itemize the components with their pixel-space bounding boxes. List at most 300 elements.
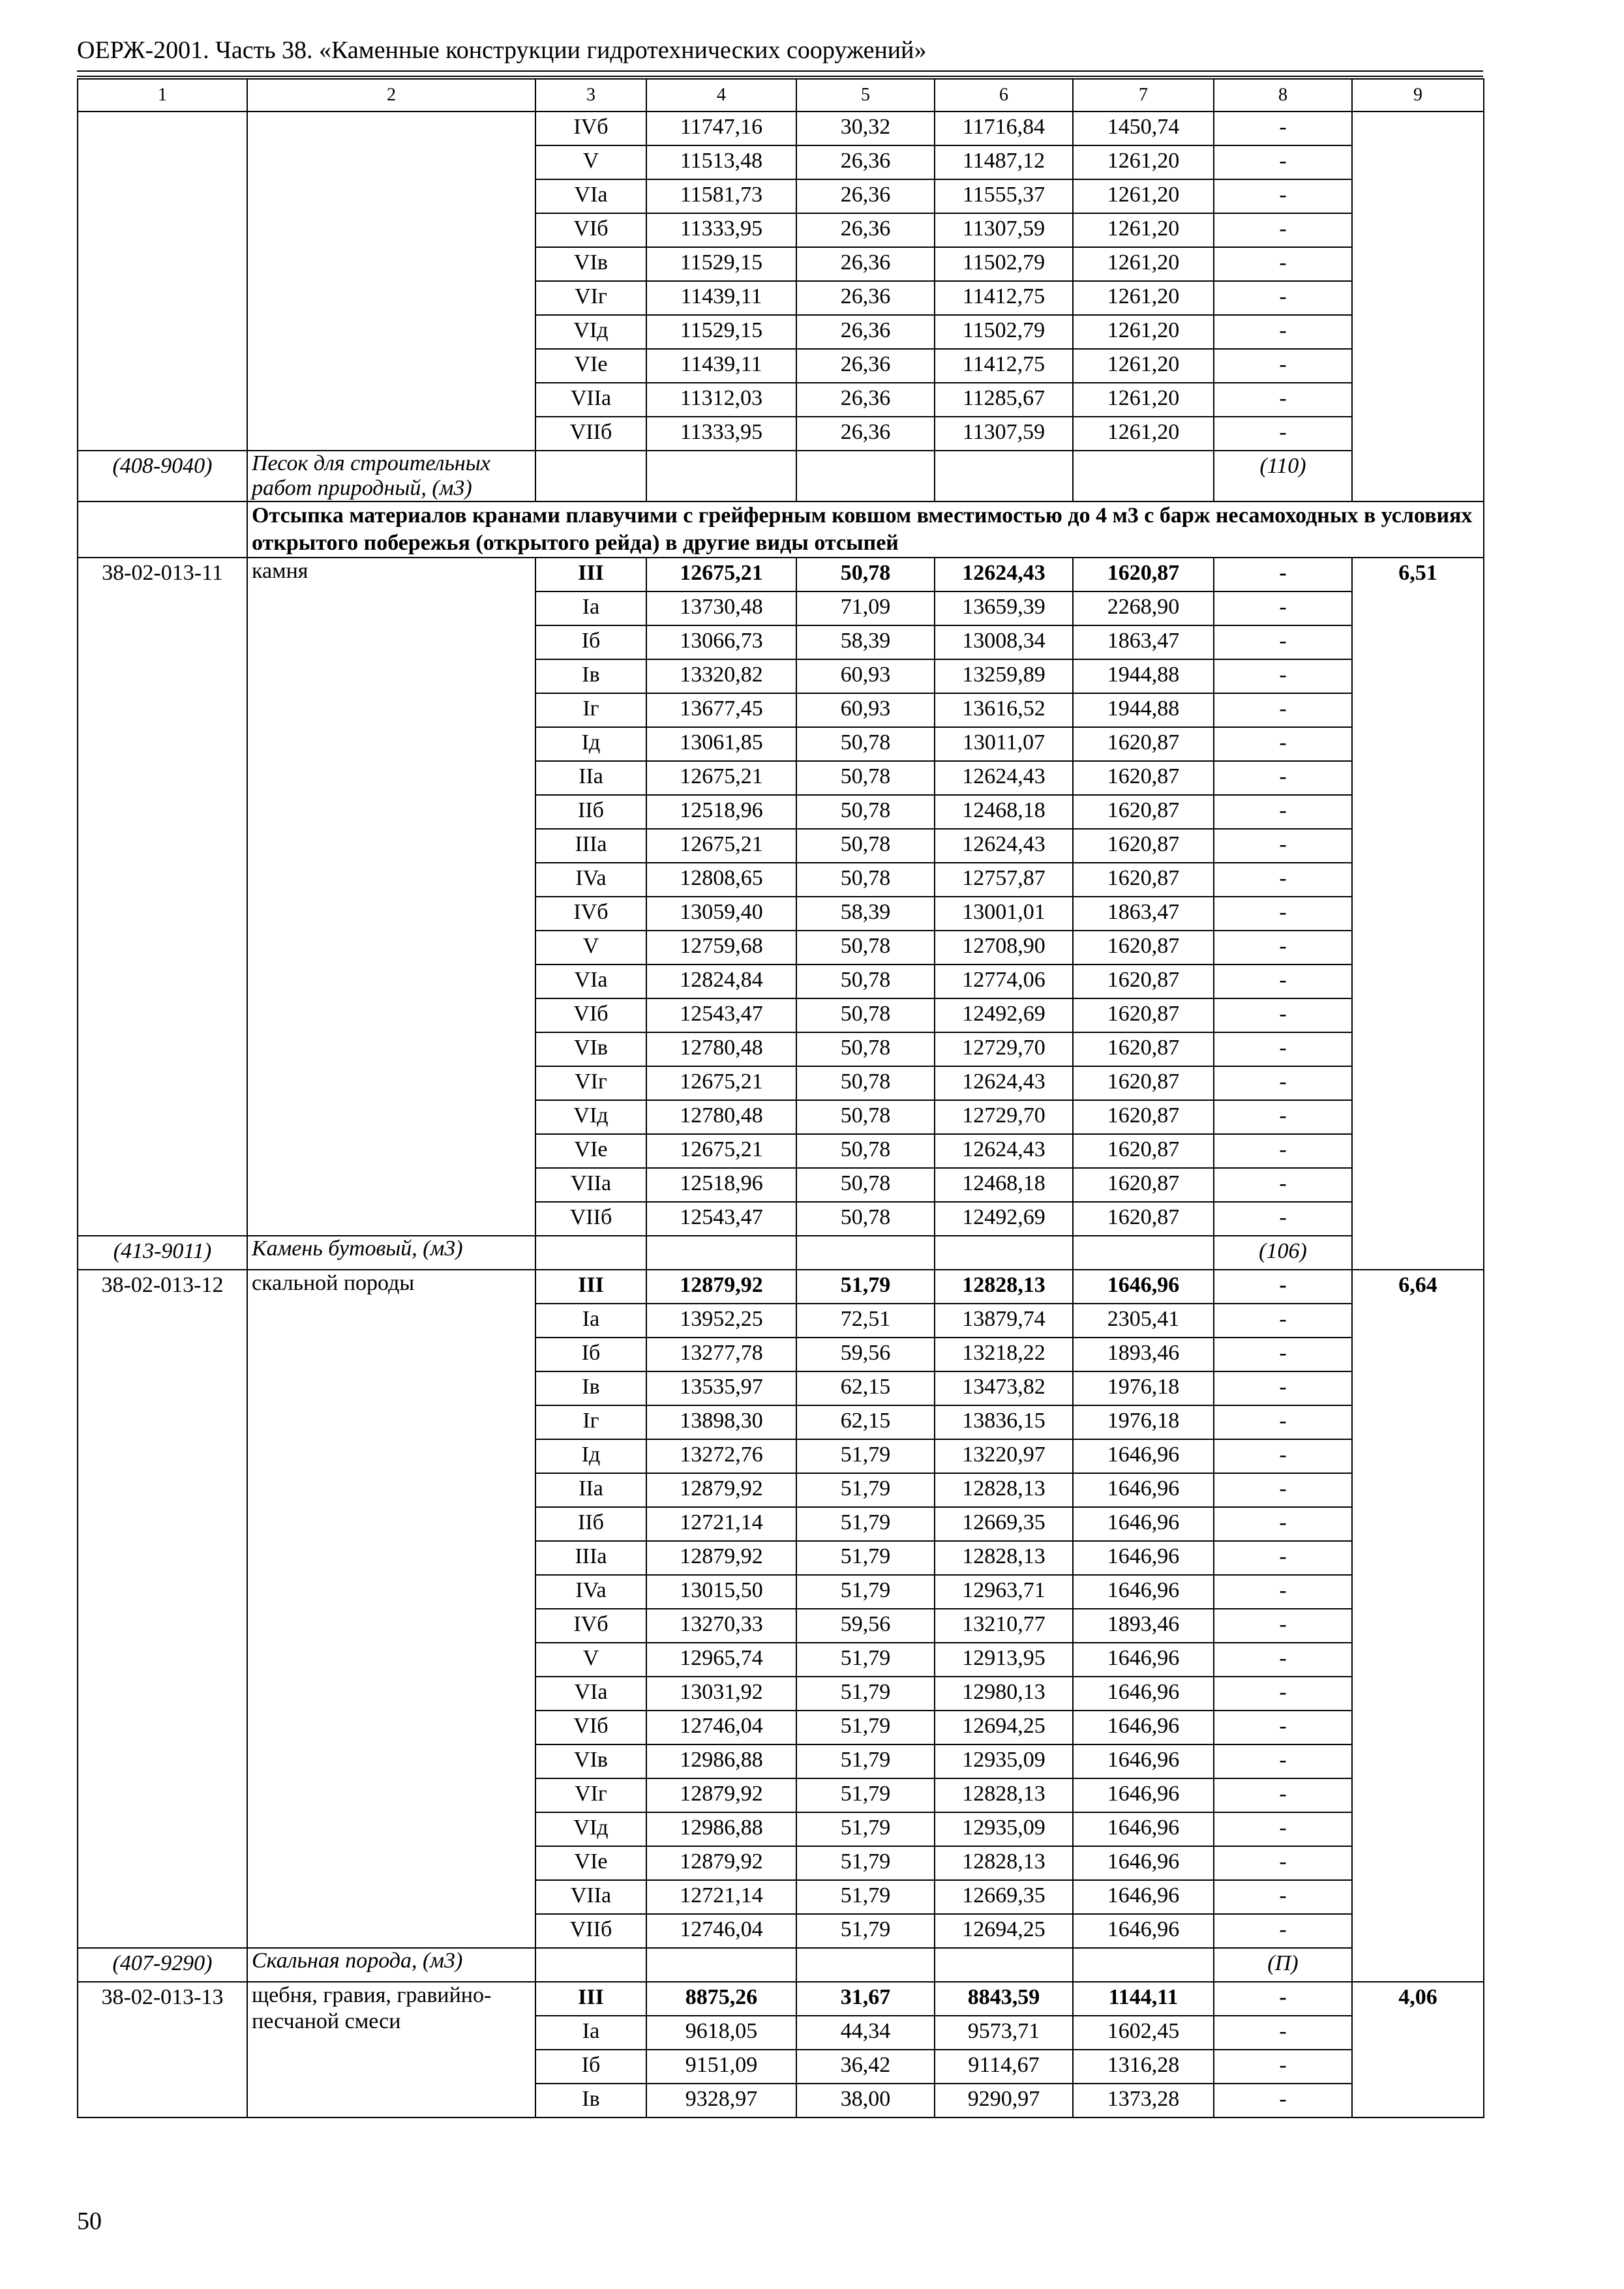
total-cost-cell: 12808,65: [646, 863, 796, 897]
wages-cell: 50,78: [796, 1202, 935, 1236]
total-cost-cell: 12879,92: [646, 1846, 796, 1880]
operator-wages-cell: 1261,20: [1073, 383, 1214, 417]
wages-cell: 50,78: [796, 998, 935, 1032]
resource-row: [78, 1236, 1484, 1270]
materials-cell: -: [1214, 383, 1352, 417]
wages-cell: 26,36: [796, 417, 935, 451]
zone-cell: IVб: [535, 112, 646, 145]
table-row: [78, 112, 1484, 145]
resource-name: Песок для строительных работ природный, (м3): [247, 451, 535, 501]
machine-cost-cell: 12729,70: [935, 1100, 1073, 1134]
zone-cell: VIa: [535, 1677, 646, 1711]
total-cost-cell: 12780,48: [646, 1100, 796, 1134]
wages-cell: 50,78: [796, 965, 935, 998]
materials-cell: -: [1214, 1643, 1352, 1677]
materials-cell: -: [1214, 2084, 1352, 2117]
machine-cost-cell: 12935,09: [935, 1812, 1073, 1846]
total-cost-cell: 11529,15: [646, 247, 796, 281]
machine-cost-cell: 12624,43: [935, 558, 1073, 591]
materials-cell: -: [1214, 1439, 1352, 1473]
operator-wages-cell: 1620,87: [1073, 727, 1214, 761]
materials-cell: -: [1214, 1880, 1352, 1914]
materials-cell: -: [1214, 761, 1352, 795]
empty-cell: [1073, 1948, 1214, 1982]
column-number: 5: [796, 79, 935, 112]
zone-cell: Iд: [535, 727, 646, 761]
operator-wages-cell: 1620,87: [1073, 998, 1214, 1032]
zone-cell: VIб: [535, 1711, 646, 1744]
operator-wages-cell: 1976,18: [1073, 1371, 1214, 1405]
total-cost-cell: 12675,21: [646, 1134, 796, 1168]
operator-wages-cell: 1620,87: [1073, 761, 1214, 795]
machine-cost-cell: 13836,15: [935, 1405, 1073, 1439]
machine-cost-cell: 9573,71: [935, 2016, 1073, 2050]
materials-cell: -: [1214, 1744, 1352, 1778]
wages-cell: 50,78: [796, 761, 935, 795]
operator-wages-cell: 1646,96: [1073, 1270, 1214, 1304]
wages-cell: 26,36: [796, 315, 935, 349]
machine-cost-cell: 12624,43: [935, 829, 1073, 863]
operator-wages-cell: 1893,46: [1073, 1609, 1214, 1643]
wages-cell: 50,78: [796, 931, 935, 965]
wages-cell: 51,79: [796, 1778, 935, 1812]
wages-cell: 50,78: [796, 1134, 935, 1168]
total-cost-cell: 12879,92: [646, 1270, 796, 1304]
machine-cost-cell: 13616,52: [935, 693, 1073, 727]
wages-cell: 51,79: [796, 1643, 935, 1677]
materials-cell: -: [1214, 931, 1352, 965]
total-cost-cell: 12543,47: [646, 1202, 796, 1236]
materials-cell: -: [1214, 829, 1352, 863]
materials-cell: -: [1214, 998, 1352, 1032]
zone-cell: Iб: [535, 1338, 646, 1371]
operator-wages-cell: 1646,96: [1073, 1473, 1214, 1507]
machine-cost-cell: 13008,34: [935, 625, 1073, 659]
total-cost-cell: 13031,92: [646, 1677, 796, 1711]
zone-cell: IIIa: [535, 1541, 646, 1575]
work-code: 38-02-013-11: [78, 558, 247, 1236]
total-cost-cell: 12675,21: [646, 829, 796, 863]
machine-cost-cell: 13659,39: [935, 591, 1073, 625]
operator-wages-cell: 1602,45: [1073, 2016, 1214, 2050]
materials-cell: -: [1214, 1507, 1352, 1541]
wages-cell: 62,15: [796, 1405, 935, 1439]
wages-cell: 50,78: [796, 558, 935, 591]
total-cost-cell: 12518,96: [646, 1168, 796, 1202]
operator-wages-cell: 1261,20: [1073, 213, 1214, 247]
resource-code: (413-9011): [78, 1236, 247, 1270]
wages-cell: 50,78: [796, 863, 935, 897]
empty-cell: [1073, 1236, 1214, 1270]
total-cost-cell: 11747,16: [646, 112, 796, 145]
wages-cell: 58,39: [796, 625, 935, 659]
materials-cell: -: [1214, 659, 1352, 693]
resource-code: (408-9040): [78, 451, 247, 501]
zone-cell: Ia: [535, 591, 646, 625]
materials-cell: -: [1214, 1846, 1352, 1880]
materials-cell: -: [1214, 1677, 1352, 1711]
total-cost-cell: 13677,45: [646, 693, 796, 727]
wages-cell: 60,93: [796, 659, 935, 693]
zone-cell: IIб: [535, 1507, 646, 1541]
total-cost-cell: 13535,97: [646, 1371, 796, 1405]
machine-cost-cell: 11502,79: [935, 315, 1073, 349]
table-body: [78, 112, 1484, 2117]
machine-cost-cell: 12669,35: [935, 1507, 1073, 1541]
price-table: [77, 78, 1484, 2118]
materials-cell: -: [1214, 1202, 1352, 1236]
labor-cost-cell: [1352, 112, 1484, 501]
operator-wages-cell: 1620,87: [1073, 1100, 1214, 1134]
operator-wages-cell: 1261,20: [1073, 417, 1214, 451]
machine-cost-cell: 12828,13: [935, 1541, 1073, 1575]
operator-wages-cell: 1316,28: [1073, 2050, 1214, 2084]
total-cost-cell: 12746,04: [646, 1711, 796, 1744]
total-cost-cell: 11513,48: [646, 145, 796, 179]
zone-cell: IIa: [535, 1473, 646, 1507]
wages-cell: 26,36: [796, 179, 935, 213]
materials-cell: -: [1214, 112, 1352, 145]
operator-wages-cell: 1893,46: [1073, 1338, 1214, 1371]
zone-cell: VIa: [535, 179, 646, 213]
machine-cost-cell: 11502,79: [935, 247, 1073, 281]
wages-cell: 31,67: [796, 1982, 935, 2016]
resource-quantity: (110): [1214, 451, 1352, 501]
column-number: 4: [646, 79, 796, 112]
wages-cell: 51,79: [796, 1507, 935, 1541]
operator-wages-cell: 1261,20: [1073, 145, 1214, 179]
work-name: [247, 112, 535, 451]
wages-cell: 51,79: [796, 1541, 935, 1575]
operator-wages-cell: 1620,87: [1073, 1134, 1214, 1168]
zone-cell: VIд: [535, 1812, 646, 1846]
wages-cell: 44,34: [796, 2016, 935, 2050]
operator-wages-cell: 1261,20: [1073, 315, 1214, 349]
total-cost-cell: 13898,30: [646, 1405, 796, 1439]
materials-cell: -: [1214, 795, 1352, 829]
materials-cell: -: [1214, 1338, 1352, 1371]
materials-cell: -: [1214, 1812, 1352, 1846]
zone-cell: VIв: [535, 247, 646, 281]
materials-cell: -: [1214, 591, 1352, 625]
zone-cell: III: [535, 1982, 646, 2016]
materials-cell: -: [1214, 1473, 1352, 1507]
materials-cell: -: [1214, 417, 1352, 451]
machine-cost-cell: 12774,06: [935, 965, 1073, 998]
total-cost-cell: 13270,33: [646, 1609, 796, 1643]
total-cost-cell: 12879,92: [646, 1778, 796, 1812]
zone-cell: Iг: [535, 1405, 646, 1439]
wages-cell: 50,78: [796, 1066, 935, 1100]
operator-wages-cell: 1373,28: [1073, 2084, 1214, 2117]
materials-cell: -: [1214, 1982, 1352, 2016]
wages-cell: 50,78: [796, 795, 935, 829]
zone-cell: IVa: [535, 1575, 646, 1609]
total-cost-cell: 12721,14: [646, 1880, 796, 1914]
total-cost-cell: 12746,04: [646, 1914, 796, 1948]
work-name: камня: [247, 558, 535, 1236]
total-cost-cell: 12675,21: [646, 761, 796, 795]
operator-wages-cell: 1620,87: [1073, 863, 1214, 897]
work-name: скальной породы: [247, 1270, 535, 1948]
total-cost-cell: 11439,11: [646, 281, 796, 315]
operator-wages-cell: 1646,96: [1073, 1507, 1214, 1541]
operator-wages-cell: 1620,87: [1073, 1168, 1214, 1202]
empty-cell: [796, 1236, 935, 1270]
operator-wages-cell: 1620,87: [1073, 795, 1214, 829]
wages-cell: 26,36: [796, 383, 935, 417]
machine-cost-cell: 13210,77: [935, 1609, 1073, 1643]
total-cost-cell: 12518,96: [646, 795, 796, 829]
operator-wages-cell: 1646,96: [1073, 1778, 1214, 1812]
materials-cell: -: [1214, 558, 1352, 591]
resource-name: Скальная порода, (м3): [247, 1948, 535, 1982]
column-number-row: [78, 79, 1484, 112]
resource-row: [78, 451, 1484, 501]
materials-cell: -: [1214, 1304, 1352, 1338]
machine-cost-cell: 12468,18: [935, 795, 1073, 829]
column-number: 1: [78, 79, 247, 112]
wages-cell: 59,56: [796, 1609, 935, 1643]
zone-cell: VIг: [535, 281, 646, 315]
resource-code: (407-9290): [78, 1948, 247, 1982]
materials-cell: -: [1214, 1371, 1352, 1405]
materials-cell: -: [1214, 693, 1352, 727]
zone-cell: VIг: [535, 1066, 646, 1100]
zone-cell: VIб: [535, 213, 646, 247]
total-cost-cell: 13272,76: [646, 1439, 796, 1473]
wages-cell: 51,79: [796, 1744, 935, 1778]
machine-cost-cell: 13259,89: [935, 659, 1073, 693]
wages-cell: 50,78: [796, 1168, 935, 1202]
operator-wages-cell: 1646,96: [1073, 1846, 1214, 1880]
materials-cell: -: [1214, 213, 1352, 247]
total-cost-cell: 11333,95: [646, 417, 796, 451]
zone-cell: Iв: [535, 1371, 646, 1405]
operator-wages-cell: 1620,87: [1073, 558, 1214, 591]
machine-cost-cell: 12963,71: [935, 1575, 1073, 1609]
zone-cell: Iд: [535, 1439, 646, 1473]
machine-cost-cell: 11307,59: [935, 213, 1073, 247]
zone-cell: VIIб: [535, 1914, 646, 1948]
operator-wages-cell: 1620,87: [1073, 829, 1214, 863]
zone-cell: VIв: [535, 1744, 646, 1778]
zone-cell: VIд: [535, 315, 646, 349]
wages-cell: 26,36: [796, 281, 935, 315]
wages-cell: 50,78: [796, 829, 935, 863]
machine-cost-cell: 12492,69: [935, 1202, 1073, 1236]
wages-cell: 50,78: [796, 1032, 935, 1066]
zone-cell: Ia: [535, 2016, 646, 2050]
resource-quantity: (106): [1214, 1236, 1352, 1270]
materials-cell: -: [1214, 145, 1352, 179]
wages-cell: 58,39: [796, 897, 935, 931]
zone-cell: VIд: [535, 1100, 646, 1134]
column-number: 3: [535, 79, 646, 112]
machine-cost-cell: 12669,35: [935, 1880, 1073, 1914]
wages-cell: 51,79: [796, 1575, 935, 1609]
zone-cell: IIa: [535, 761, 646, 795]
operator-wages-cell: 2305,41: [1073, 1304, 1214, 1338]
machine-cost-cell: 12828,13: [935, 1473, 1073, 1507]
materials-cell: -: [1214, 1134, 1352, 1168]
materials-cell: -: [1214, 1778, 1352, 1812]
machine-cost-cell: 11716,84: [935, 112, 1073, 145]
wages-cell: 26,36: [796, 145, 935, 179]
total-cost-cell: 12675,21: [646, 1066, 796, 1100]
zone-cell: VIв: [535, 1032, 646, 1066]
wages-cell: 51,79: [796, 1880, 935, 1914]
wages-cell: 26,36: [796, 213, 935, 247]
empty-cell: [935, 451, 1073, 501]
total-cost-cell: 12879,92: [646, 1541, 796, 1575]
zone-cell: Iв: [535, 2084, 646, 2117]
zone-cell: VIг: [535, 1778, 646, 1812]
section-title-row: [78, 501, 1484, 558]
empty-cell: [78, 501, 247, 558]
zone-cell: VIб: [535, 998, 646, 1032]
machine-cost-cell: 12624,43: [935, 1066, 1073, 1100]
total-cost-cell: 13061,85: [646, 727, 796, 761]
total-cost-cell: 9328,97: [646, 2084, 796, 2117]
page-header: ОЕРЖ-2001. Часть 38. «Каменные конструкции гидротехнических сооружений»: [77, 37, 927, 64]
machine-cost-cell: 13218,22: [935, 1338, 1073, 1371]
machine-cost-cell: 13220,97: [935, 1439, 1073, 1473]
zone-cell: III: [535, 1270, 646, 1304]
wages-cell: 51,79: [796, 1439, 935, 1473]
zone-cell: VIe: [535, 1846, 646, 1880]
operator-wages-cell: 1646,96: [1073, 1880, 1214, 1914]
materials-cell: -: [1214, 2016, 1352, 2050]
total-cost-cell: 12986,88: [646, 1812, 796, 1846]
materials-cell: -: [1214, 727, 1352, 761]
column-number: 8: [1214, 79, 1352, 112]
zone-cell: Ia: [535, 1304, 646, 1338]
resource-name: Камень бутовый, (м3): [247, 1236, 535, 1270]
materials-cell: -: [1214, 179, 1352, 213]
work-name: щебня, гравия, гравийно-песчаной смеси: [247, 1982, 535, 2117]
zone-cell: VIa: [535, 965, 646, 998]
machine-cost-cell: 11307,59: [935, 417, 1073, 451]
machine-cost-cell: 8843,59: [935, 1982, 1073, 2016]
total-cost-cell: 12986,88: [646, 1744, 796, 1778]
machine-cost-cell: 12913,95: [935, 1643, 1073, 1677]
total-cost-cell: 13066,73: [646, 625, 796, 659]
total-cost-cell: 12824,84: [646, 965, 796, 998]
machine-cost-cell: 12624,43: [935, 1134, 1073, 1168]
operator-wages-cell: 1620,87: [1073, 1066, 1214, 1100]
column-number: 9: [1352, 79, 1484, 112]
work-code: [78, 112, 247, 451]
operator-wages-cell: 1646,96: [1073, 1711, 1214, 1744]
materials-cell: -: [1214, 1270, 1352, 1304]
zone-cell: IVб: [535, 1609, 646, 1643]
zone-cell: VIe: [535, 1134, 646, 1168]
operator-wages-cell: 1976,18: [1073, 1405, 1214, 1439]
total-cost-cell: 13320,82: [646, 659, 796, 693]
materials-cell: -: [1214, 1609, 1352, 1643]
wages-cell: 38,00: [796, 2084, 935, 2117]
table-row: [78, 1270, 1484, 1304]
machine-cost-cell: 12828,13: [935, 1778, 1073, 1812]
wages-cell: 51,79: [796, 1846, 935, 1880]
empty-cell: [1073, 451, 1214, 501]
operator-wages-cell: 1863,47: [1073, 625, 1214, 659]
zone-cell: V: [535, 931, 646, 965]
total-cost-cell: 12879,92: [646, 1473, 796, 1507]
resource-row: [78, 1948, 1484, 1982]
empty-cell: [935, 1236, 1073, 1270]
empty-cell: [646, 1236, 796, 1270]
empty-cell: [935, 1948, 1073, 1982]
operator-wages-cell: 1646,96: [1073, 1744, 1214, 1778]
operator-wages-cell: 1144,11: [1073, 1982, 1214, 2016]
zone-cell: III: [535, 558, 646, 591]
wages-cell: 51,79: [796, 1677, 935, 1711]
machine-cost-cell: 12624,43: [935, 761, 1073, 795]
machine-cost-cell: 9290,97: [935, 2084, 1073, 2117]
total-cost-cell: 11581,73: [646, 179, 796, 213]
zone-cell: Iб: [535, 2050, 646, 2084]
wages-cell: 51,79: [796, 1914, 935, 1948]
materials-cell: -: [1214, 349, 1352, 383]
operator-wages-cell: 1646,96: [1073, 1914, 1214, 1948]
machine-cost-cell: 12757,87: [935, 863, 1073, 897]
total-cost-cell: 13277,78: [646, 1338, 796, 1371]
materials-cell: -: [1214, 1100, 1352, 1134]
operator-wages-cell: 1261,20: [1073, 179, 1214, 213]
wages-cell: 62,15: [796, 1371, 935, 1405]
total-cost-cell: 12721,14: [646, 1507, 796, 1541]
zone-cell: IVa: [535, 863, 646, 897]
machine-cost-cell: 11412,75: [935, 281, 1073, 315]
machine-cost-cell: 12935,09: [935, 1744, 1073, 1778]
operator-wages-cell: 1646,96: [1073, 1677, 1214, 1711]
zone-cell: VIe: [535, 349, 646, 383]
operator-wages-cell: 1620,87: [1073, 1032, 1214, 1066]
machine-cost-cell: 12492,69: [935, 998, 1073, 1032]
column-number: 2: [247, 79, 535, 112]
wages-cell: 59,56: [796, 1338, 935, 1371]
total-cost-cell: 13952,25: [646, 1304, 796, 1338]
machine-cost-cell: 13473,82: [935, 1371, 1073, 1405]
wages-cell: 51,79: [796, 1711, 935, 1744]
zone-cell: VIIa: [535, 383, 646, 417]
empty-cell: [796, 1948, 935, 1982]
wages-cell: 51,79: [796, 1473, 935, 1507]
empty-cell: [646, 451, 796, 501]
materials-cell: -: [1214, 315, 1352, 349]
operator-wages-cell: 1646,96: [1073, 1541, 1214, 1575]
materials-cell: -: [1214, 1168, 1352, 1202]
wages-cell: 26,36: [796, 247, 935, 281]
operator-wages-cell: 1944,88: [1073, 693, 1214, 727]
empty-cell: [535, 1948, 646, 1982]
wages-cell: 60,93: [796, 693, 935, 727]
machine-cost-cell: 9114,67: [935, 2050, 1073, 2084]
machine-cost-cell: 12468,18: [935, 1168, 1073, 1202]
wages-cell: 51,79: [796, 1270, 935, 1304]
labor-cost-cell: 4,06: [1352, 1982, 1484, 2117]
section-title: Отсыпка материалов кранами плавучими с грейферным ковшом вместимостью до 4 м3 с барж несамоходных в условиях открытого побережья (открытого рейда) в другие виды отсыпей: [247, 501, 1484, 558]
operator-wages-cell: 1620,87: [1073, 931, 1214, 965]
operator-wages-cell: 1620,87: [1073, 1202, 1214, 1236]
materials-cell: -: [1214, 1914, 1352, 1948]
resource-quantity: (П): [1214, 1948, 1352, 1982]
total-cost-cell: 9618,05: [646, 2016, 796, 2050]
materials-cell: -: [1214, 1541, 1352, 1575]
operator-wages-cell: 1450,74: [1073, 112, 1214, 145]
